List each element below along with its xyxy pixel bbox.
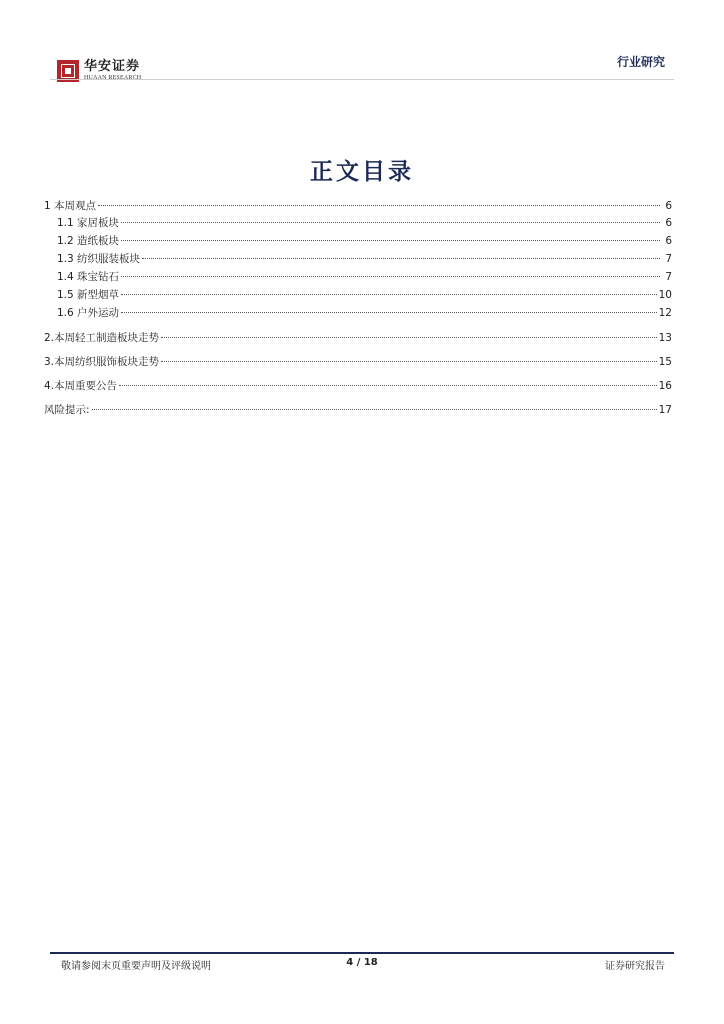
toc-dot-leader <box>161 337 657 338</box>
toc-entry[interactable] <box>44 233 672 251</box>
toc-dot-leader <box>121 312 657 313</box>
toc-entry-page: 17 <box>658 404 672 416</box>
toc-dot-leader <box>121 240 660 241</box>
toc-entry[interactable] <box>44 305 672 323</box>
toc-dot-leader <box>119 385 657 386</box>
footer-report-type: 证券研究报告 <box>605 961 665 972</box>
report-category: 行业研究 <box>616 55 665 69</box>
toc-entry-page: 16 <box>658 380 672 392</box>
toc-entry-label: 4.本周重要公告 <box>44 380 118 392</box>
toc-entry[interactable] <box>44 402 672 419</box>
toc-entry-label: 1.2 造纸板块 <box>57 235 120 247</box>
toc-entry-page: 6 <box>665 217 672 229</box>
table-of-contents <box>44 198 672 419</box>
toc-entry-label: 风险提示: <box>44 404 90 416</box>
toc-dot-leader <box>121 294 657 295</box>
footer-disclaimer: 敬请参阅末页重要声明及评级说明 <box>61 961 211 972</box>
toc-entry-page: 7 <box>665 271 672 283</box>
toc-entry[interactable] <box>44 378 672 395</box>
logo-name-cn: 华安证券 <box>84 59 141 74</box>
toc-entry[interactable] <box>44 287 672 305</box>
toc-dot-leader <box>121 276 660 277</box>
toc-entry-page: 6 <box>665 235 672 247</box>
toc-entry-label: 1.6 户外运动 <box>57 307 120 319</box>
toc-dot-leader <box>142 258 660 259</box>
toc-entry[interactable] <box>44 354 672 371</box>
company-logo <box>57 59 141 85</box>
toc-entry[interactable] <box>44 251 672 269</box>
toc-entry[interactable] <box>44 198 672 215</box>
toc-entry-label: 3.本周纺织服饰板块走势 <box>44 356 160 368</box>
toc-entry-label: 1.5 新型烟草 <box>57 289 120 301</box>
header-divider <box>50 79 674 80</box>
toc-entry-label: 1.1 家居板块 <box>57 217 120 229</box>
toc-dot-leader <box>161 361 657 362</box>
toc-entry-page: 6 <box>665 200 672 212</box>
toc-entry-label: 1.3 纺织服装板块 <box>57 253 141 265</box>
footer-divider <box>50 952 674 954</box>
page-title: 正文目录 <box>310 159 414 185</box>
toc-entry-label: 1.4 珠宝钻石 <box>57 271 120 283</box>
toc-entry-page: 10 <box>658 289 672 301</box>
toc-entry-page: 12 <box>658 307 672 319</box>
toc-dot-leader <box>98 205 660 206</box>
toc-entry[interactable] <box>44 215 672 233</box>
page-number: 4 / 18 <box>346 957 378 968</box>
toc-entry-label: 1 本周观点 <box>44 200 97 212</box>
toc-entry[interactable] <box>44 269 672 287</box>
toc-entry-page: 7 <box>665 253 672 265</box>
toc-entry-page: 13 <box>658 332 672 344</box>
toc-dot-leader <box>121 222 660 223</box>
toc-dot-leader <box>92 409 657 410</box>
logo-name-en: HUAAN RESEARCH <box>84 75 142 81</box>
toc-entry-label: 2.本周轻工制造板块走势 <box>44 332 160 344</box>
toc-entry-page: 15 <box>658 356 672 368</box>
toc-entry[interactable] <box>44 330 672 347</box>
